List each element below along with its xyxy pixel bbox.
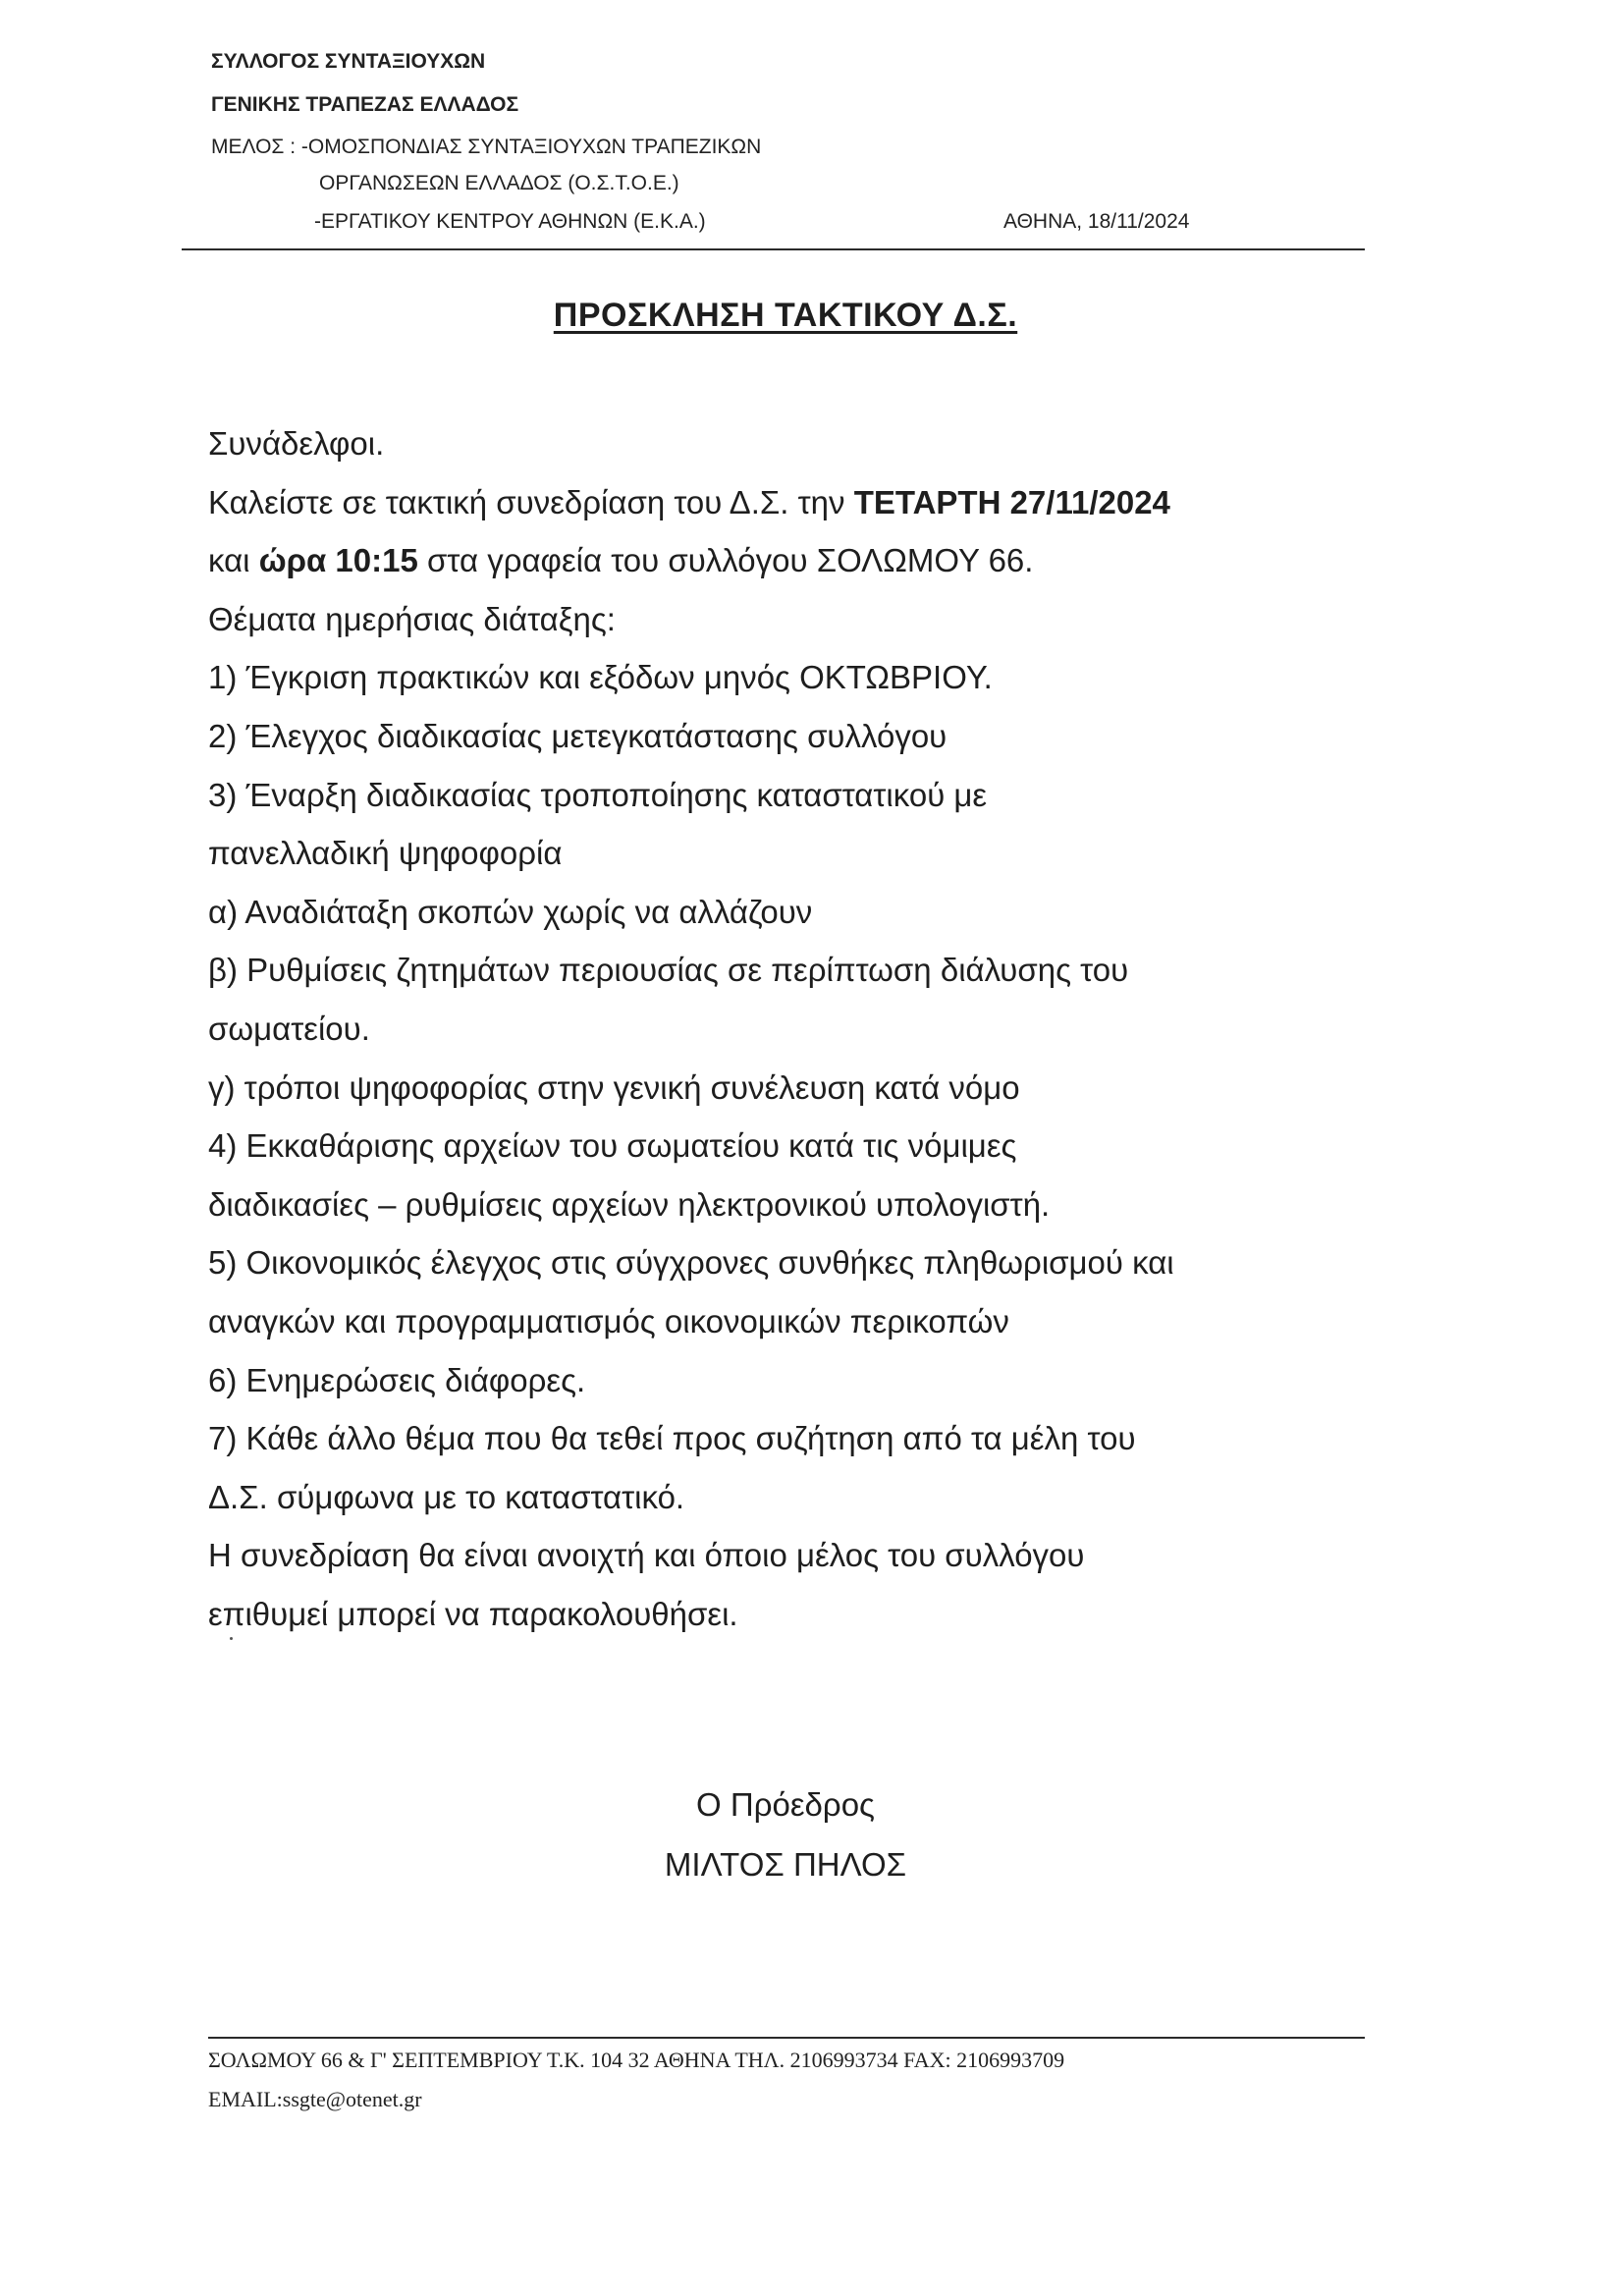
header-divider: [182, 248, 1365, 250]
agenda-item: 2) Έλεγχος διαδικασίας μετεγκατάστασης συλλόγου: [208, 717, 947, 754]
agenda-item: σωματείου.: [208, 1010, 370, 1047]
agenda-item: διαδικασίες – ρυθμίσεις αρχείων ηλεκτρονικού υπολογιστή.: [208, 1185, 1051, 1223]
scan-speck: [230, 1637, 233, 1640]
invitation-line1: [208, 473, 1386, 532]
footer-address: ΣΟΛΩΜΟΥ 66 & Γ' ΣΕΠΤΕΜΒΡΙΟΥ Τ.Κ. 104 32 ΑΘΗΝΑ ΤΗΛ. 2106993734 FAX: 2106993709: [208, 2048, 1065, 2072]
agenda-item: αναγκών και προγραμματισμός οικονομικών περικοπών: [208, 1302, 1009, 1339]
place-date: ΑΘΗΝΑ, 18/11/2024: [1003, 210, 1190, 233]
agenda-item: 5) Οικονομικός έλεγχος στις σύγχρονες συνθήκες πληθωρισμού και: [208, 1244, 1174, 1282]
document-title: ΠΡΟΣΚΛΗΣΗ ΤΑΚΤΙΚΟΥ Δ.Σ.: [553, 297, 1018, 334]
membership-line2: ΟΡΓΑΝΩΣΕΩΝ ΕΛΛΑΔΟΣ (Ο.Σ.Τ.Ο.Ε.): [319, 172, 679, 194]
agenda-item: α) Αναδιάταξη σκοπών χωρίς να αλλάζουν: [208, 893, 813, 930]
agenda-item: β) Ρυθμίσεις ζητημάτων περιουσίας σε περίπτωση διάλυσης του: [208, 952, 1129, 989]
closing-line2: επιθυμεί μπορεί να παρακολουθήσει.: [208, 1595, 738, 1632]
footer-email: EMAIL:ssgte@otenet.gr: [208, 2087, 422, 2111]
agenda-item: πανελλαδική ψηφοφορία: [208, 835, 563, 872]
greeting: Συνάδελφοι.: [208, 425, 385, 462]
agenda-item: 7) Κάθε άλλο θέμα που θα τεθεί προς συζήτηση από τα μέλη του: [208, 1420, 1136, 1457]
invitation-line2: [208, 531, 1386, 590]
agenda-heading: Θέματα ημερήσιας διάταξης:: [208, 600, 616, 637]
invitation-text: Καλείστε σε τακτική συνεδρίαση του Δ.Σ. την: [208, 483, 854, 520]
invitation-text: και: [208, 542, 259, 579]
invitation-text: στα γραφεία του συλλόγου ΣΟΛΩΜΟΥ 66.: [417, 542, 1034, 579]
agenda-item: Δ.Σ. σύμφωνα με το καταστατικό.: [208, 1478, 685, 1515]
agenda-item: 6) Ενημερώσεις διάφορες.: [208, 1361, 586, 1398]
meeting-day: ΤΕΤΑΡΤΗ 27/11/2024: [853, 483, 1170, 520]
agenda-item: 4) Εκκαθάρισης αρχείων του σωματείου κατά τις νόμιμες: [208, 1127, 1017, 1165]
agenda-item: 1) Έγκριση πρακτικών και εξόδων μηνός ΟΚΤΩΒΡΙΟΥ.: [208, 659, 993, 696]
agenda-item: 3) Έναρξη διαδικασίας τροποποίησης καταστατικού με: [208, 776, 988, 813]
membership-line3: -ΕΡΓΑΤΙΚΟΥ ΚΕΝΤΡΟΥ ΑΘΗΝΩΝ (Ε.Κ.Α.): [314, 210, 706, 233]
footer-divider: [208, 2037, 1365, 2039]
signatory-role: Ο Πρόεδρος: [696, 1786, 875, 1823]
letter-body: [208, 414, 1386, 1643]
membership-line1: ΜΕΛΟΣ : -ΟΜΟΣΠΟΝΔΙΑΣ ΣΥΝΤΑΞΙΟΥΧΩΝ ΤΡΑΠΕΖΙΚΩΝ: [211, 136, 762, 158]
org-name-line1: ΣΥΛΛΟΓΟΣ ΣΥΝΤΑΞΙΟΥΧΩΝ: [211, 50, 486, 73]
org-name-line2: ΓΕΝΙΚΗΣ ΤΡΑΠΕΖΑΣ ΕΛΛΑΔΟΣ: [211, 93, 519, 116]
agenda-item: γ) τρόποι ψηφοφορίας στην γενική συνέλευση κατά νόμο: [208, 1068, 1020, 1106]
closing-line1: Η συνεδρίαση θα είναι ανοιχτή και όποιο μέλος του συλλόγου: [208, 1537, 1085, 1574]
meeting-time: ώρα 10:15: [258, 542, 418, 579]
signatory-name: ΜΙΛΤΟΣ ΠΗΛΟΣ: [664, 1846, 907, 1883]
